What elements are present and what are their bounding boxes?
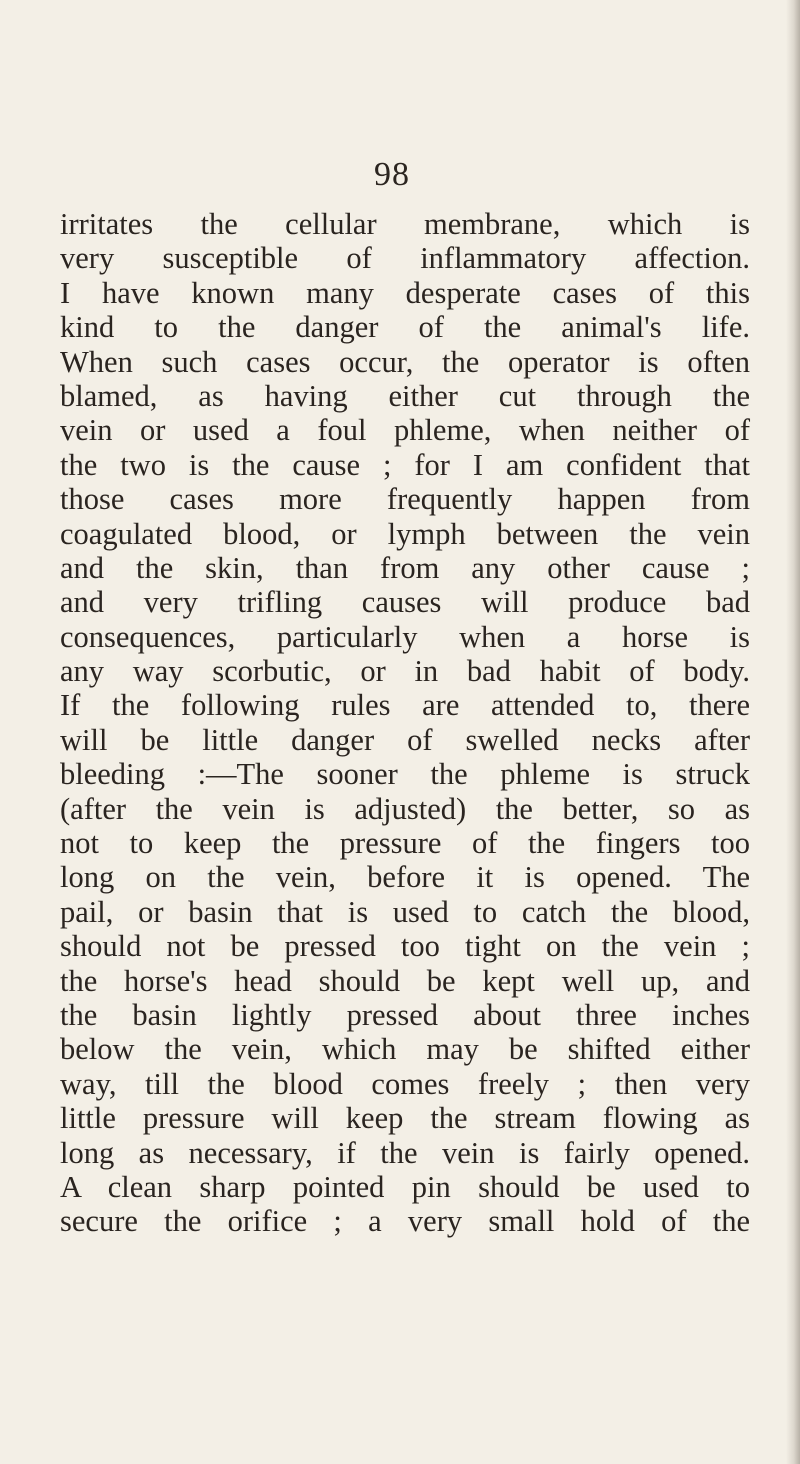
text-line: the horse's head should be kept well up, and xyxy=(60,963,750,998)
page-number: 98 xyxy=(374,156,410,193)
text-line: long on the vein, before it is opened. The xyxy=(60,860,750,895)
text-line: below the vein, which may be shifted either xyxy=(60,1032,750,1067)
text-line: pail, or basin that is used to catch the blood, xyxy=(60,894,750,929)
text-line: will be little danger of swelled necks after xyxy=(60,722,750,757)
body-text xyxy=(60,207,750,1239)
text-line: bleeding :—The sooner the phleme is struck xyxy=(60,757,750,792)
text-line: kind to the danger of the animal's life. xyxy=(60,310,750,345)
text-line: the basin lightly pressed about three inches xyxy=(60,997,750,1032)
text-line: consequences, particularly when a horse is xyxy=(60,619,750,654)
text-line: vein or used a foul phleme, when neither of xyxy=(60,413,750,448)
text-line: If the following rules are attended to, there xyxy=(60,688,750,723)
text-line: way, till the blood comes freely ; then very xyxy=(60,1066,750,1101)
text-line: and very trifling causes will produce bad xyxy=(60,585,750,620)
text-line: I have known many desperate cases of this xyxy=(60,275,750,310)
text-line: coagulated blood, or lymph between the vein xyxy=(60,516,750,551)
text-line: those cases more frequently happen from xyxy=(60,482,750,517)
text-line: should not be pressed too tight on the vein ; xyxy=(60,929,750,964)
text-line: any way scorbutic, or in bad habit of body. xyxy=(60,654,750,689)
text-line: very susceptible of inflammatory affection. xyxy=(60,241,750,276)
text-line: secure the orifice ; a very small hold of the xyxy=(60,1204,750,1239)
text-line: and the skin, than from any other cause ; xyxy=(60,550,750,585)
text-line: irritates the cellular membrane, which is xyxy=(60,207,750,241)
text-line: (after the vein is adjusted) the better, so as xyxy=(60,791,750,826)
text-line: little pressure will keep the stream flowing as xyxy=(60,1101,750,1136)
text-line: not to keep the pressure of the fingers too xyxy=(60,826,750,861)
text-line: blamed, as having either cut through the xyxy=(60,378,750,413)
text-line: long as necessary, if the vein is fairly opened. xyxy=(60,1135,750,1170)
text-line: A clean sharp pointed pin should be used to xyxy=(60,1169,750,1204)
text-line: the two is the cause ; for I am confident that xyxy=(60,447,750,482)
text-line: When such cases occur, the operator is often xyxy=(60,344,750,379)
page-edge-shadow xyxy=(786,0,800,1464)
